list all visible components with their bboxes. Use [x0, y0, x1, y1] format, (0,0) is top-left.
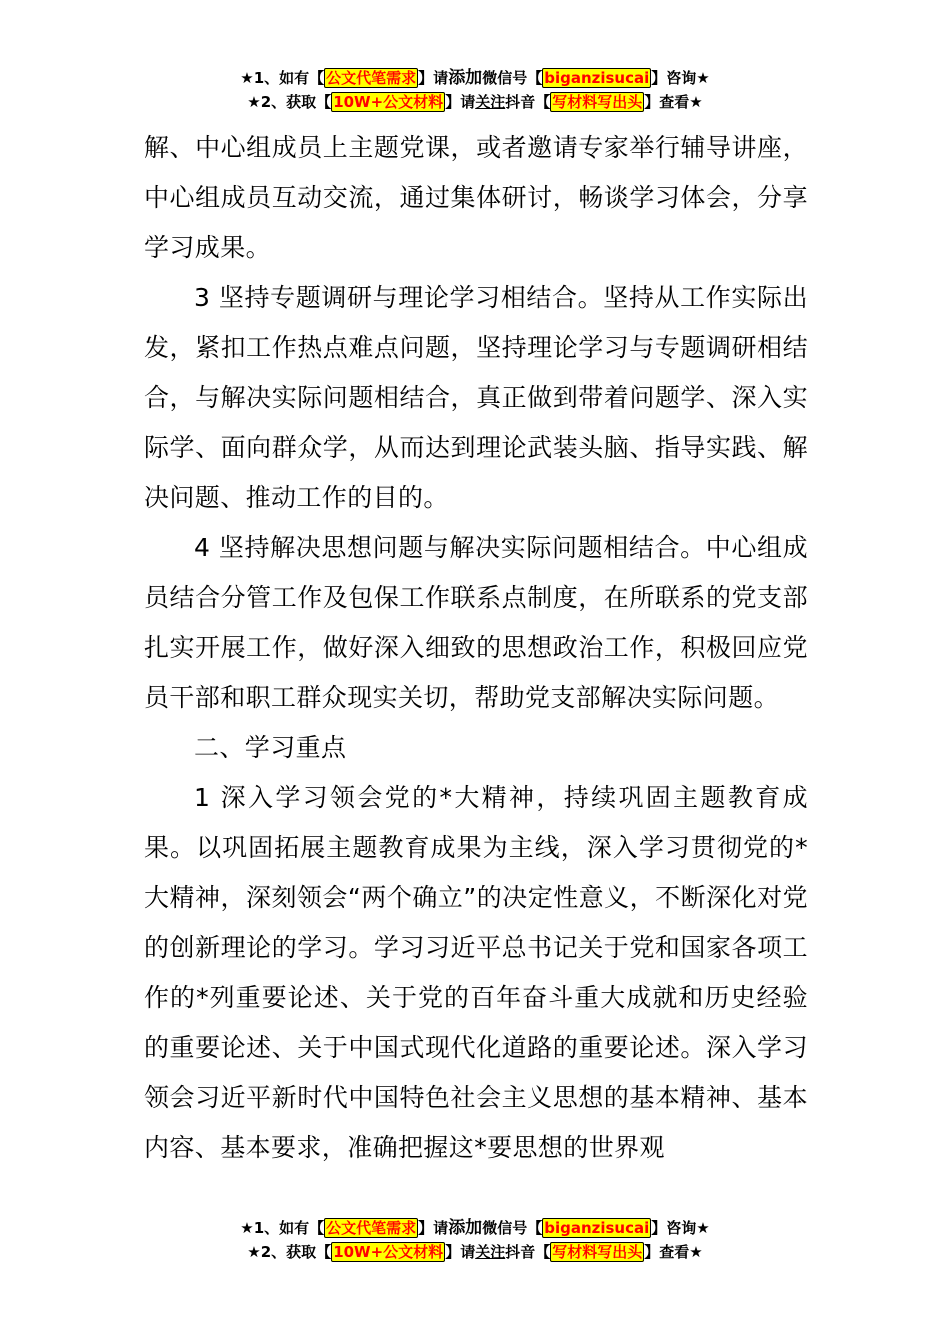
- paragraph: 1 深入学习领会党的*大精神，持续巩固主题教育成果。以巩固拓展主题教育成果为主线，深入学习贯彻党的*大精神，深刻领会“两个确立”的决定性意义，不断深化对党的创新理论的学习。学习习近平总书记关于党和国家各项工作的*列重要论述、关于党的百年奋斗重大成就和历史经验的重要论述、关于中国式现代化道路的重要论述。深入学习领会习近平新时代中国特色社会主义思想的基本精神、基本内容、基本要求，准确把握这*要思想的世界观: [144, 783, 808, 1162]
- header-text: 抖音【: [505, 93, 551, 111]
- header-text: 微信号【: [482, 69, 543, 87]
- section-heading: 二、学习重点: [194, 733, 347, 762]
- highlight-ghostwriting: 公文代笔需求: [326, 69, 417, 87]
- header-text: 】咨询★: [651, 69, 710, 87]
- header-line-2: [0, 90, 950, 114]
- footer-text: 微信号【: [482, 1219, 543, 1237]
- highlight-douyin[interactable]: 写材料写出头: [552, 93, 643, 111]
- footer-banner: [0, 1216, 950, 1264]
- highlight-wechat-id[interactable]: biganzisucai: [544, 1219, 650, 1237]
- footer-emphasis: 添加: [448, 1218, 483, 1238]
- highlight-materials: 10W+公文材料: [333, 1243, 444, 1261]
- header-line-1: [0, 66, 950, 90]
- footer-text: 】请: [418, 1219, 449, 1237]
- footer-follow: 关注: [475, 1243, 506, 1261]
- highlight-wechat-id[interactable]: biganzisucai: [544, 69, 650, 87]
- paragraph: 3 坚持专题调研与理论学习相结合。坚持从工作实际出发，紧扣工作热点难点问题，坚持理论学习与专题调研相结合，与解决实际问题相结合，真正做到带着问题学、深入实际学、面向群众学，从而达到理论武装头脑、指导实践、解决问题、推动工作的目的。: [144, 283, 808, 512]
- header-text: 】查看★: [644, 93, 703, 111]
- footer-text: ★2、获取【: [247, 1243, 332, 1261]
- footer-text: 】查看★: [644, 1243, 703, 1261]
- footer-line-2: [0, 1240, 950, 1264]
- highlight-materials: 10W+公文材料: [333, 93, 444, 111]
- footer-line-1: [0, 1216, 950, 1240]
- footer-text: 】请: [445, 1243, 476, 1261]
- footer-text: 抖音【: [505, 1243, 551, 1261]
- header-banner: [0, 66, 950, 114]
- footer-text: ★1、如有【: [240, 1219, 325, 1237]
- header-emphasis: 添加: [448, 68, 483, 88]
- highlight-ghostwriting: 公文代笔需求: [326, 1219, 417, 1237]
- document-body: [144, 123, 808, 1173]
- header-text: ★1、如有【: [240, 69, 325, 87]
- header-text: 】请: [418, 69, 449, 87]
- highlight-douyin[interactable]: 写材料写出头: [552, 1243, 643, 1261]
- footer-text: 】咨询★: [651, 1219, 710, 1237]
- paragraph: 4 坚持解决思想问题与解决实际问题相结合。中心组成员结合分管工作及包保工作联系点制度，在所联系的党支部扎实开展工作，做好深入细致的思想政治工作，积极回应党员干部和职工群众现实关切，帮助党支部解决实际问题。: [144, 533, 808, 712]
- header-text: ★2、获取【: [247, 93, 332, 111]
- paragraph: 解、中心组成员上主题党课，或者邀请专家举行辅导讲座，中心组成员互动交流，通过集体研讨，畅谈学习体会，分享学习成果。: [144, 133, 808, 262]
- header-text: 】请: [445, 93, 476, 111]
- header-follow: 关注: [475, 93, 506, 111]
